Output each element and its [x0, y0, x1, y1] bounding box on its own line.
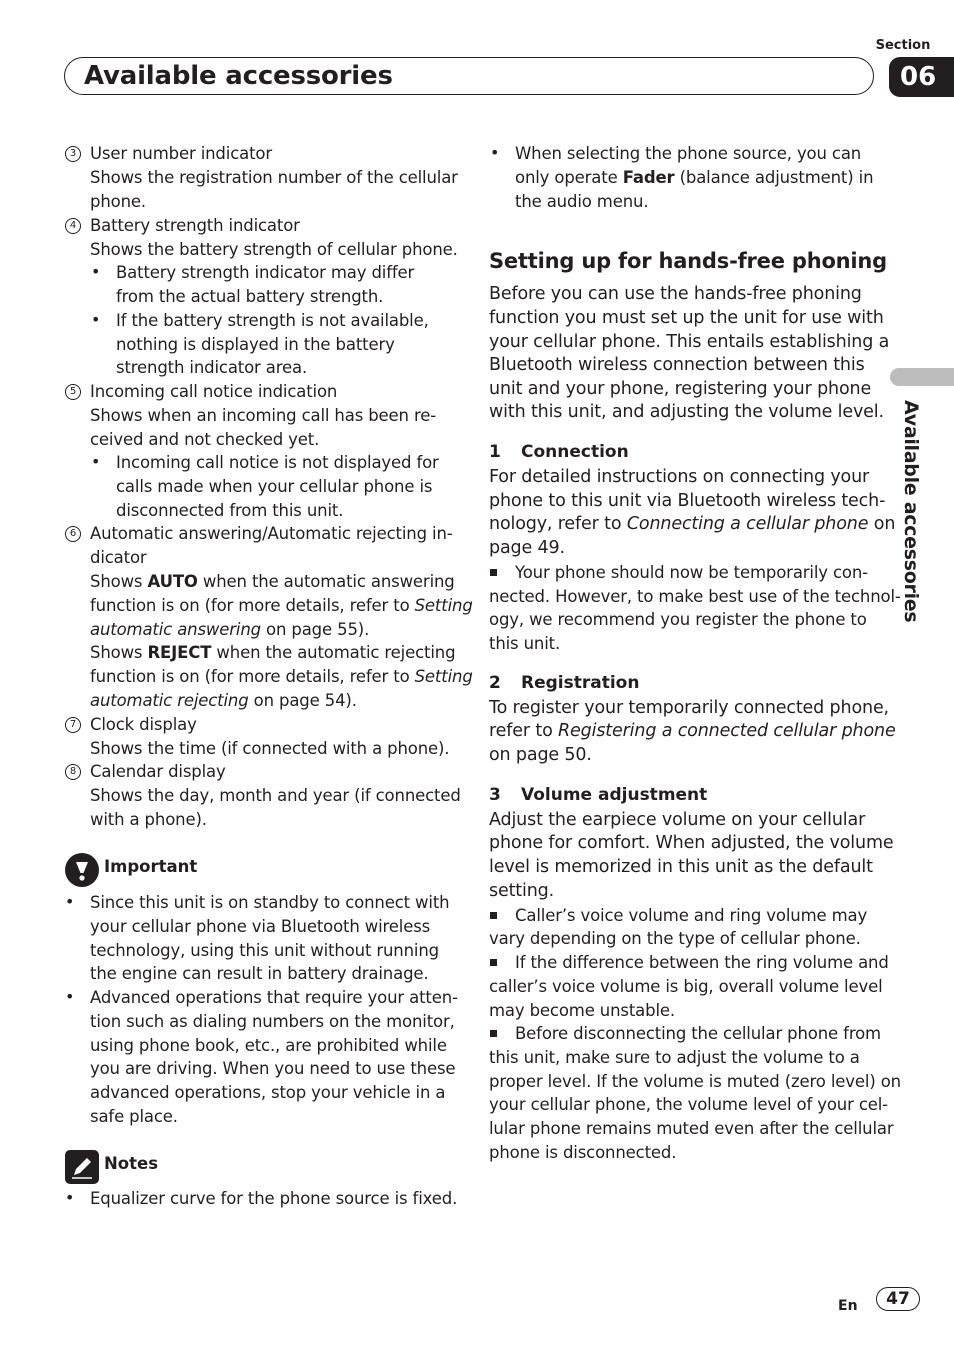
step-title: Volume adjustment — [521, 785, 708, 805]
note-text: Caller’s voice volume and ring volume may — [515, 906, 868, 925]
bullet-dot: • — [91, 310, 101, 329]
bullet-text: from the actual battery strength. — [116, 287, 384, 306]
page-number: 47 — [876, 1287, 920, 1311]
bullet-dot: • — [65, 1188, 75, 1207]
item-text: automatic answering on page 55). — [90, 620, 370, 639]
important-text: advanced operations, stop your vehicle in a — [90, 1083, 446, 1102]
bullet-dot: • — [490, 143, 500, 162]
section-heading: Setting up for hands-free phoning — [489, 249, 888, 273]
intro-text: function you must set up the unit for use with — [489, 308, 884, 328]
note-text: this unit. — [489, 634, 561, 653]
item-title: Incoming call notice indication — [90, 382, 338, 401]
important-text: using phone book, etc., are prohibited while — [90, 1036, 447, 1055]
item-title: Automatic answering/Automatic rejecting in- — [90, 524, 453, 543]
step-number: 3 — [489, 785, 501, 805]
bullet-text: the audio menu. — [515, 192, 649, 211]
important-text: you are driving. When you need to use these — [90, 1059, 456, 1078]
note-square — [490, 569, 497, 576]
intro-text: your cellular phone. This entails establishing a — [489, 332, 890, 352]
bullet-dot: • — [91, 452, 101, 471]
step-title: Connection — [521, 442, 629, 462]
side-tab-label: Available accessories — [900, 400, 922, 623]
note-text: nected. However, to make best use of the technol- — [489, 587, 901, 606]
bullet-text: Battery strength indicator may differ — [116, 263, 415, 282]
notes-text: Equalizer curve for the phone source is fixed. — [90, 1189, 458, 1208]
bullet-text: strength indicator area. — [116, 358, 308, 377]
step-text: To register your temporarily connected phone, — [489, 698, 889, 718]
item-number-badge: 4 — [65, 218, 81, 234]
notes-icon — [65, 1150, 99, 1184]
bullet-text: only operate Fader (balance adjustment) in — [515, 168, 874, 187]
section-number-badge: 06 — [889, 57, 954, 97]
note-text: your cellular phone, the volume level of your cel- — [489, 1095, 888, 1114]
note-square — [490, 959, 497, 966]
step-number: 2 — [489, 673, 501, 693]
important-text: safe place. — [90, 1107, 178, 1126]
note-text: caller’s voice volume is big, overall volume level — [489, 977, 883, 996]
bullet-dot: • — [91, 262, 101, 281]
step-text: phone to this unit via Bluetooth wireless tech- — [489, 491, 886, 511]
note-text: lular phone remains muted even after the cellular — [489, 1119, 894, 1138]
step-number: 1 — [489, 442, 501, 462]
step-text: phone for comfort. When adjusted, the volume — [489, 833, 894, 853]
language-label: En — [838, 1298, 858, 1314]
item-text: ceived and not checked yet. — [90, 430, 320, 449]
step-text: nology, refer to Connecting a cellular phone on — [489, 514, 896, 534]
item-text: function is on (for more details, refer to Setting — [90, 667, 473, 686]
item-text: Shows the day, month and year (if connected — [90, 786, 461, 805]
step-text: setting. — [489, 881, 555, 901]
note-text: vary depending on the type of cellular phone. — [489, 929, 861, 948]
item-number-badge: 8 — [65, 764, 81, 780]
intro-text: with this unit, and adjusting the volume level. — [489, 402, 884, 422]
important-text: your cellular phone via Bluetooth wireless — [90, 917, 431, 936]
step-text: refer to Registering a connected cellular phone — [489, 721, 896, 741]
item-title: Battery strength indicator — [90, 216, 300, 235]
item-number-badge: 3 — [65, 146, 81, 162]
item-title: dicator — [90, 548, 147, 567]
item-number-badge: 7 — [65, 717, 81, 733]
step-text: level is memorized in this unit as the default — [489, 857, 873, 877]
bullet-text: disconnected from this unit. — [116, 501, 344, 520]
item-number-badge: 6 — [65, 526, 81, 542]
item-text: Shows the time (if connected with a phone). — [90, 739, 450, 758]
bullet-text: nothing is displayed in the battery — [116, 335, 395, 354]
section-label: Section — [875, 38, 931, 53]
important-text: Advanced operations that require your atten- — [90, 988, 458, 1007]
note-text: proper level. If the volume is muted (zero level) on — [489, 1072, 901, 1091]
step-text: on page 50. — [489, 745, 592, 765]
note-text: may become unstable. — [489, 1001, 676, 1020]
item-text: Shows the registration number of the cellular — [90, 168, 458, 187]
important-text: the engine can result in battery drainage. — [90, 964, 429, 983]
item-text: Shows AUTO when the automatic answering — [90, 572, 455, 591]
item-text: Shows when an incoming call has been re- — [90, 406, 437, 425]
note-text: phone is disconnected. — [489, 1143, 677, 1162]
intro-text: Bluetooth wireless connection between this — [489, 355, 865, 375]
item-text: function is on (for more details, refer to Setting — [90, 596, 473, 615]
important-text: Since this unit is on standby to connect with — [90, 893, 450, 912]
note-text: ogy, we recommend you register the phone to — [489, 610, 867, 629]
step-title: Registration — [521, 673, 640, 693]
side-tab-marker — [890, 368, 954, 386]
bullet-text: When selecting the phone source, you can — [515, 144, 862, 163]
item-text: phone. — [90, 192, 146, 211]
intro-text: unit and your phone, registering your phone — [489, 379, 872, 399]
item-text: with a phone). — [90, 810, 207, 829]
note-text: If the difference between the ring volume and — [515, 953, 889, 972]
item-title: User number indicator — [90, 144, 272, 163]
item-text: Shows REJECT when the automatic rejecting — [90, 643, 456, 662]
page-title: Available accessories — [84, 61, 393, 91]
item-number-badge: 5 — [65, 384, 81, 400]
bullet-dot: • — [65, 892, 75, 911]
intro-text: Before you can use the hands-free phoning — [489, 284, 862, 304]
note-text: this unit, make sure to adjust the volume to a — [489, 1048, 860, 1067]
item-text: automatic rejecting on page 54). — [90, 691, 357, 710]
important-text: tion such as dialing numbers on the monitor, — [90, 1012, 455, 1031]
note-text: Your phone should now be temporarily con- — [515, 563, 868, 582]
note-square — [490, 1030, 497, 1037]
bullet-text: If the battery strength is not available, — [116, 311, 429, 330]
step-text: Adjust the earpiece volume on your cellular — [489, 810, 866, 830]
item-title: Calendar display — [90, 762, 226, 781]
important-heading: Important — [104, 857, 198, 876]
note-text: Before disconnecting the cellular phone from — [515, 1024, 881, 1043]
step-text: For detailed instructions on connecting your — [489, 467, 870, 487]
important-icon — [65, 853, 99, 887]
bullet-text: Incoming call notice is not displayed for — [116, 453, 439, 472]
important-text: technology, using this unit without running — [90, 941, 439, 960]
step-text: page 49. — [489, 538, 565, 558]
bullet-dot: • — [65, 987, 75, 1006]
item-title: Clock display — [90, 715, 197, 734]
item-text: Shows the battery strength of cellular phone. — [90, 240, 458, 259]
note-square — [490, 912, 497, 919]
bullet-text: calls made when your cellular phone is — [116, 477, 433, 496]
notes-heading: Notes — [104, 1154, 159, 1173]
